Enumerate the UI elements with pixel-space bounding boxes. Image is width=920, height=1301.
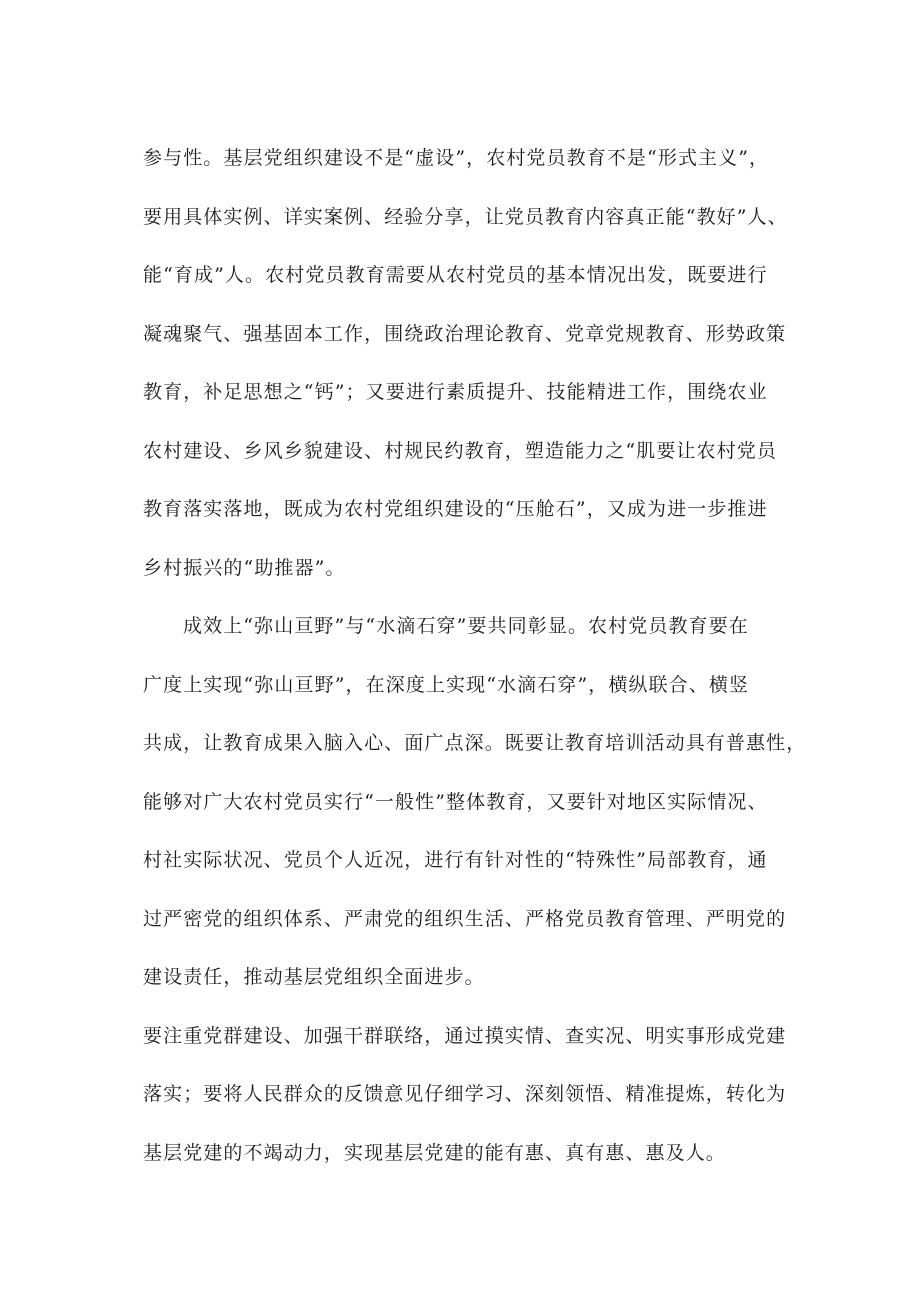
text-line: 共成，让教育成果入脑入心、面广点深。既要让教育培训活动具有普惠性， (143, 732, 807, 754)
text-line: 凝魂聚气、强基固本工作，围绕政治理论教育、党章党规教育、形势政策 (143, 322, 787, 345)
text-line: 过严密党的组织体系、严肃党的组织生活、严格党员教育管理、严明党的 (143, 907, 787, 930)
text-line: 广度上实现“弥山亘野”，在深度上实现“水滴石穿”，横纵联合、横竖 (143, 673, 750, 696)
text-line: 基层党建的不竭动力，实现基层党建的能有惠、真有惠、惠及人。 (143, 1141, 726, 1164)
paragraph-2 (143, 597, 823, 1007)
text-line: 村社实际状况、党员个人近况，进行有针对性的“特殊性”局部教育，通 (143, 849, 768, 871)
text-line: 能“育成”人。农村党员教育需要从农村党员的基本情况出发，既要进行 (143, 264, 768, 286)
text-line: 教育落实落地，既成为农村党组织建设的“压舱石”，又成为进一步推进 (143, 498, 768, 520)
text-line: 乡村振兴的“助推器”。 (143, 556, 346, 579)
text-line: 落实；要将人民群众的反馈意见仔细学习、深刻领悟、精准提炼，转化为 (143, 1083, 787, 1105)
document-page (143, 129, 823, 1182)
text-line: 参与性。基层党组织建设不是“虚设”，农村党员教育不是“形式主义”， (143, 147, 770, 169)
paragraph-3 (143, 1007, 823, 1183)
text-line: 农村建设、乡风乡貌建设、村规民约教育，塑造能力之“肌要让农村党员 (143, 439, 777, 462)
text-line: 要注重党群建设、加强干群联络，通过摸实情、查实况、明实事形成党建 (143, 1024, 787, 1047)
text-line: 能够对广大农村党员实行“一般性”整体教育，又要针对地区实际情况、 (143, 790, 768, 813)
text-line: 建设责任，推动基层党组织全面进步。 (143, 966, 485, 988)
text-line: 教育，补足思想之“钙”；又要进行素质提升、技能精进工作，围绕农业 (143, 381, 768, 403)
text-line: 成效上“弥山亘野”与“水滴石穿”要共同彰显。农村党员教育要在 (183, 615, 749, 637)
paragraph-1 (143, 129, 823, 597)
text-line: 要用具体实例、详实案例、经验分享，让党员教育内容真正能“教好”人、 (143, 205, 788, 228)
